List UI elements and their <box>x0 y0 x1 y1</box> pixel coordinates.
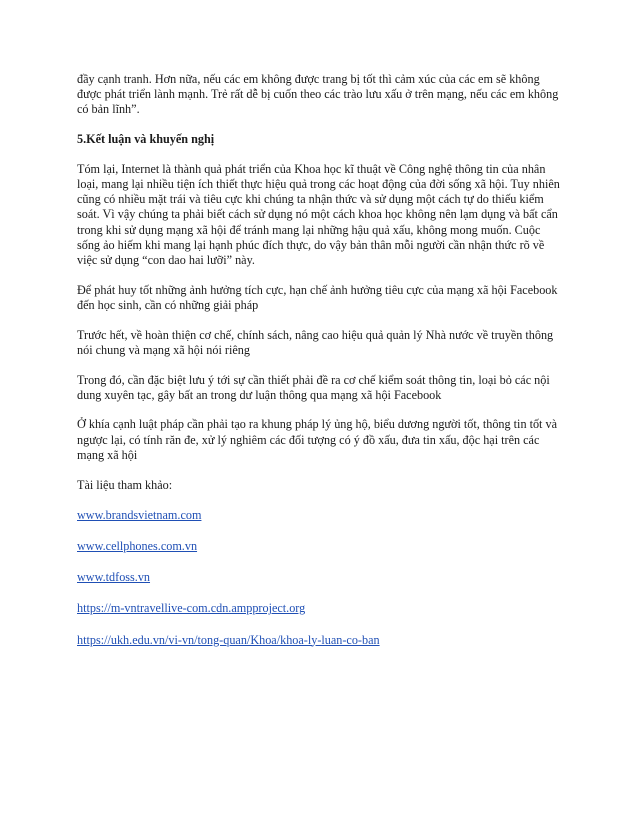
solution-paragraph-3: Ở khía cạnh luật pháp cần phải tạo ra khung pháp lý ủng hộ, biểu dương người tốt, thông tin tốt và ngược lại, có tính răn đe, xử lý nghiêm các đối tượng có ý đồ xấu, đưa tin xấu, độc hại trên các mạng xã hội <box>77 417 557 462</box>
solution-paragraph-1: Trước hết, về hoàn thiện cơ chế, chính sách, nâng cao hiệu quả quản lý Nhà nước về truyền thông nói chung và mạng xã hội nói riêng <box>77 327 554 357</box>
document-body <box>77 72 565 664</box>
references-list <box>77 508 565 648</box>
conclusion-paragraph: Tóm lại, Internet là thành quả phát triển của Khoa học kĩ thuật về Công nghệ thông tin của nhân loại, mang lại nhiều tiện ích thiết thực hiệu quả trong các hoạt động của đời sống xã hội. Tuy nhiên cũng có nhiều mặt trái và tiêu cực khi chúng ta nhận thức và sử dụng một cách tự do thiếu kiểm soát. Vì vậy chúng ta phải biết cách sử dụng nó một cách khoa học không nên lạm dụng và bất cẩn trong khi sử dụng mạng xã hội để tránh mang lại những hậu quả xấu, không mong muốn. Cuộc sống ảo hiếm khi mang lại hạnh phúc đích thực, do vậy bản thân mỗi người cần nhận thức rõ về việc sử dụng “con dao hai lưỡi” này. <box>77 161 560 268</box>
references-title: Tài liệu tham khảo: <box>77 477 173 492</box>
promote-paragraph: Để phát huy tốt những ảnh hưởng tích cực, hạn chế ảnh hưởng tiêu cực của mạng xã hội Facebook đến học sinh, cần có những giải pháp <box>77 282 558 312</box>
intro-paragraph: đầy cạnh tranh. Hơn nữa, nếu các em không được trang bị tốt thì cảm xúc của các em sẽ không được phát triển lành mạnh. Trẻ rất dễ bị cuốn theo các trào lưu xấu ở trên mạng, nếu các em không có bản lĩnh”. <box>77 72 559 117</box>
reference-link[interactable]: https://m-vntravellive-com.cdn.ampproject.org <box>77 601 306 616</box>
section-heading: 5.Kết luận và khuyến nghị <box>77 132 215 147</box>
reference-link[interactable]: https://ukh.edu.vn/vi-vn/tong-quan/Khoa/khoa-ly-luan-co-ban <box>77 632 380 647</box>
solution-paragraph-2: Trong đó, cần đặc biệt lưu ý tới sự cần thiết phải đề ra cơ chế kiểm soát thông tin, loại bỏ các nội dung xuyên tạc, gây bất an trong dư luận thông qua mạng xã hội Facebook <box>77 372 550 402</box>
reference-link[interactable]: www.tdfoss.vn <box>77 570 151 585</box>
reference-link[interactable]: www.cellphones.com.vn <box>77 538 198 553</box>
reference-link[interactable]: www.brandsvietnam.com <box>77 507 202 522</box>
